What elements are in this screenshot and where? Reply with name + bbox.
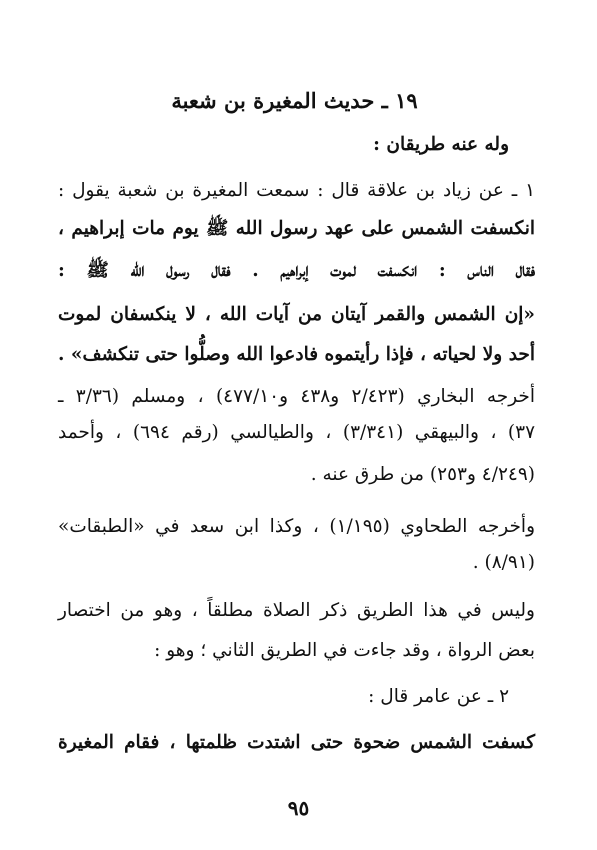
page-number: ٩٥ (287, 796, 310, 820)
text-line: ٢ ـ عن عامر قال : (368, 686, 509, 707)
chapter-heading: ١٩ ـ حديث المغيرة بن شعبة (171, 88, 418, 113)
citation-line: وأخرجه الطحاوي (١/١٩٥) ، وكذا ابن سعد في «الطبقات» (58, 516, 536, 537)
citation-line: أخرجه البخاري (٢/٤٢٣ و٤٣٨ و٤٧٧/١٠) ، ومسلم (٣/٣٦ ـ (58, 386, 535, 407)
citation-line: (٨/٩١) . (472, 552, 535, 573)
text-line: انكسفت الشمس على عهد رسول الله ﷺ يوم مات إبراهيم ، (58, 218, 535, 239)
hadith-line: «إن الشمس والقمر آيتان من آيات الله ، لا ينكسفان لموت (58, 304, 535, 325)
intro-line: وله عنه طريقان : (373, 134, 509, 155)
text-line: وليس في هذا الطريق ذكر الصلاة مطلقاً ، وهو من اختصار (58, 600, 535, 621)
citation-line: ٣٧) ، والبيهقي (٣/٣٤١) ، والطيالسي (رقم ٦٩٤) ، وأحمد (58, 422, 536, 443)
text-line: بعض الرواة ، وقد جاءت في الطريق الثاني ؛ وهو : (154, 640, 535, 661)
text-line: فقال الناس : انكسفت لموت إبراهيم . فقال رسول الله ﷺ : (58, 260, 535, 281)
text-line: ١ ـ عن زياد بن علاقة قال : سمعت المغيرة بن شعبة يقول : (58, 180, 535, 201)
hadith-line: كسفت الشمس ضحوة حتى اشتدت ظلمتها ، فقام المغيرة (58, 732, 535, 753)
hadith-line: أحد ولا لحياته ، فإذا رأيتموه فادعوا الله وصلُّوا حتى تنكشف» . (58, 344, 535, 365)
citation-line: (٤/٢٤٩ و٢٥٣) من طرق عنه . (310, 464, 535, 485)
